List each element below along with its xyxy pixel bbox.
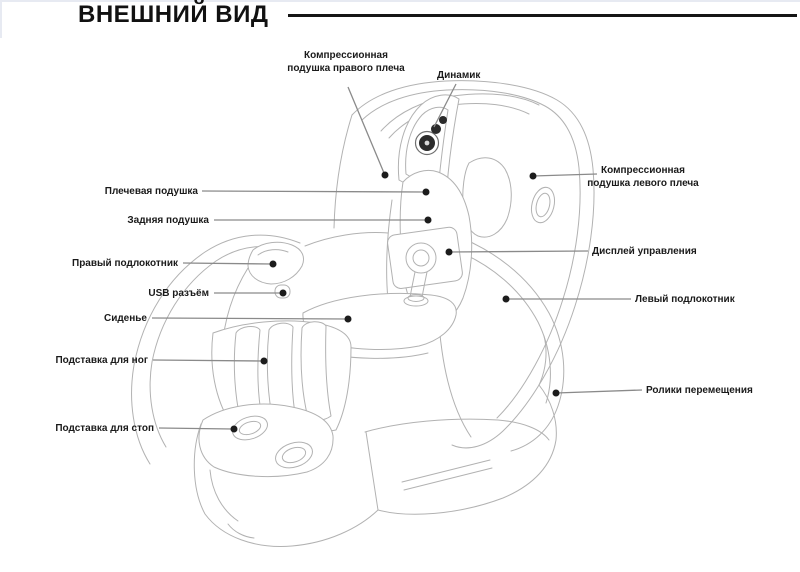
base-skirt-right [378,385,556,514]
label-left-armrest: Левый подлокотник [635,294,735,305]
callout-line-transport-rollers [556,390,642,393]
label-foot-platform: Подставка для стоп [55,423,154,434]
callout-line-right-shoulder-compression-cushion [348,87,384,173]
callout-dot-left-armrest [503,296,510,303]
callout-line-shoulder-cushion [202,191,425,192]
back-top-opening-1 [381,94,539,131]
page-title: ВНЕШНИЙ ВИД [78,1,269,28]
back-left-edge [334,115,352,228]
chair-line-art [132,81,594,547]
label-speaker: Динамик [437,70,481,81]
base-inner-left [210,470,238,521]
shoulder-connector [305,233,388,246]
wing-ring [528,185,558,225]
label-transport-rollers: Ролики перемещения [646,385,753,396]
base-slot-1 [402,460,490,482]
callout-dot-footrest [261,358,268,365]
base-corner-edge [539,336,546,385]
label-left-shoulder-compression-cushion: Компрессионная подушка левого плеча [587,165,699,189]
label-seat: Сиденье [103,313,147,324]
base-slot-2 [404,468,492,490]
label-back-cushion: Задняя подушка [127,215,209,226]
label-right-armrest: Правый подлокотник [72,258,178,269]
label-usb-port: USB разъём [148,288,209,299]
label-right-shoulder-compression-cushion: Компрессионная подушка правого плеча [287,50,405,74]
callout-dot-control-display [446,249,453,256]
callout-dot-foot-platform [231,426,238,433]
label-footrest: Подставка для ног [55,355,148,366]
base-platform-top [365,419,549,440]
callout-dot-shoulder-cushion [423,189,430,196]
label-shoulder-cushion: Плечевая подушка [104,186,198,197]
callout-dot-right-shoulder-compression-cushion [382,172,389,179]
callout-dot-transport-rollers [553,390,560,397]
callout-dot-usb-port [280,290,287,297]
callout-dot-seat [345,316,352,323]
foot-platform-outer [199,404,333,477]
label-control-display: Дисплей управления [592,246,697,257]
callout-dot-left-shoulder-compression-cushion [530,173,537,180]
callout-dot-right-armrest [270,261,277,268]
base-divider [366,432,378,510]
callout-dot-back-cushion [425,217,432,224]
